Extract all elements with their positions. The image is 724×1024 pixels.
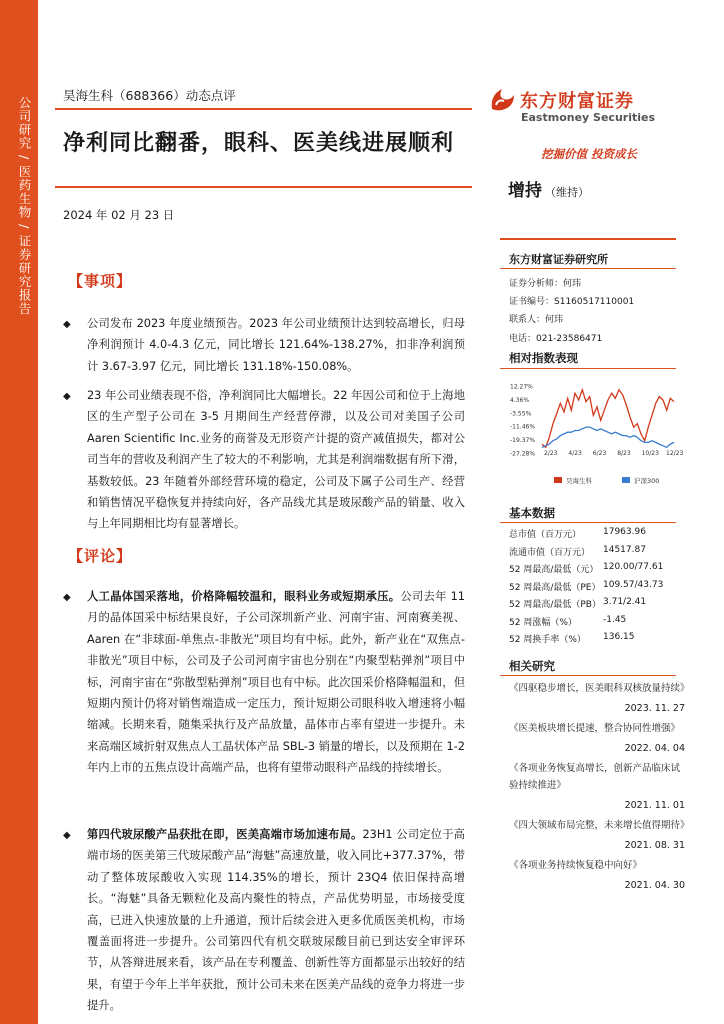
x-tick-label: 8/23 [617, 450, 631, 457]
comments-p2-body: 23H1 公司定位于高端市场的医美第三代玻尿酸产品“海魅”高速放量，收入同比+377.37%，带动了整体玻尿酸收入实现 114.35%的增长，预计 23Q4 依旧保持高增长。“海魅”具备无颗粒化及高内聚性的特点，产品优势明显，市场接受度高，已进入快速放量的上升通道，预计后续会进入更多优质医美机构，市场覆盖面将进一步提升。公司第四代有机交联玻尿酸目前已到达安全审评环节，从答辩进展来看，该产品在专利覆盖、创新性等方面都显示出较好的结果，有望于今年上半年获批，预计公司未来在医美产品线的竞争力将进一步提升。 [87, 828, 465, 1013]
header-rule [55, 108, 472, 110]
comments-section-label: 【评论】 [68, 547, 133, 565]
related-research-title: 《四驱稳步增长，医美眼科双核放量持续》 [509, 683, 690, 694]
page-title: 净利同比翻番，眼科、医美线进展顺利 [63, 131, 455, 156]
related-research-title: 《医美板块增长提速，整合协同性增强》 [509, 723, 681, 734]
brand-slogan: 挖掘价值 投资成长 [541, 147, 638, 161]
legend-label: 昊海生科 [566, 477, 592, 485]
basic-data-table [508, 525, 684, 648]
basic-data-value: 109.57/43.73 [603, 579, 664, 590]
related-research-item [509, 817, 690, 854]
basic-data-value: -1.45 [603, 614, 627, 625]
title-rule [55, 186, 472, 188]
bullet-icon: ◆ [63, 319, 71, 330]
related-research-list [509, 680, 690, 894]
contact-phone: 电话：021-23586471 [509, 334, 603, 344]
sidebar-category: 公司研究 / 医药生物 / 证券研究报告 [17, 96, 32, 316]
basic-data-row [508, 613, 684, 631]
related-research-title: 《各项业务恢复高增长，创新产品临床试验持续推进》 [509, 763, 681, 791]
contact-person: 联系人：何玮 [509, 315, 564, 325]
right-rule [500, 238, 676, 240]
institute-rule [500, 268, 676, 269]
basic-data-key: 52 周换手率（%） [509, 635, 586, 645]
analyst-cert: 证书编号：S1160517110001 [509, 297, 635, 307]
stock-title: 昊海生科（688366）动态点评 [63, 88, 236, 103]
basic-data-rule [500, 522, 676, 523]
comments-p1-body: 公司去年 11 月的晶体国采中标结果良好，子公司深圳新产业、河南宇宙、河南赛美视、Aaren 在“非球面-单焦点-非散光”项目均有中标。此外，新产业在“双焦点-非散光”项目中标，公司及子公司河南宇宙也分别在“内聚型粘弹剂”项目中标，河南宇宙在“弥散型粘弹剂”项目也有中标。此次国采价格降幅温和，但短期内预计仍将对销售端造成一定压力，预计短期公司眼科收入增速将小幅缩减。长期来看，随集采执行及产品放量，晶体市占率有望进一步提升。未来高端区域折射双焦点人工晶状体产品 SBL-3 销量的增长，以及预期在 1-2 年内上市的五焦点设计高端产品，也将有望带动眼科产品线的持续增长。 [87, 590, 465, 775]
comments-p1-lead: 人工晶体国采落地，价格降幅较温和，眼科业务或短期承压。 [87, 590, 401, 603]
y-tick-label: 12.27% [510, 383, 533, 391]
rating-block [508, 176, 589, 201]
series-line [542, 390, 674, 448]
x-tick-label: 6/23 [592, 450, 607, 457]
bullet-icon: ◆ [63, 391, 71, 402]
series-line [542, 427, 674, 447]
brand-name-en: Eastmoney Securities [521, 111, 656, 124]
related-research-item [509, 680, 690, 717]
basic-data-row [508, 595, 684, 613]
x-tick-label: 10/23 [641, 450, 659, 457]
related-research-date: 2023. 11. 27 [624, 703, 685, 714]
related-research-title: 《各项业务持续恢复稳中向好》 [509, 860, 643, 871]
related-research-item [509, 720, 685, 757]
x-tick-label: 2/23 [544, 450, 558, 457]
y-tick-label: -3.55% [510, 410, 532, 418]
basic-data-value: 14517.87 [603, 544, 646, 555]
brand-logo [488, 85, 668, 127]
comments-paragraph-1 [87, 586, 465, 779]
basic-data-value: 3.71/2.41 [603, 597, 647, 607]
related-research-item [509, 857, 685, 894]
basic-data-value: 17963.96 [603, 527, 646, 537]
comments-p2-lead: 第四代玻尿酸产品获批在即，医美高端市场加速布局。 [87, 828, 363, 841]
basic-data-value: 120.00/77.61 [603, 562, 664, 572]
logo-mark-icon [488, 85, 516, 113]
analyst-name: 证券分析师：何玮 [509, 279, 582, 289]
bullet-icon: ◆ [63, 830, 71, 841]
basic-data-key: 52 周最高/最低（PB） [509, 600, 601, 610]
related-research-date: 2022. 04. 04 [624, 743, 685, 754]
y-tick-label: 4.36% [510, 396, 530, 404]
brand-name-cn: 东方财富证券 [520, 91, 634, 112]
relative-index-chart [508, 378, 684, 496]
comments-paragraph-2 [87, 824, 465, 1017]
y-tick-label: -19.37% [510, 437, 536, 445]
institute-name: 东方财富证券研究所 [509, 253, 608, 266]
basic-data-row [508, 560, 684, 578]
legend-label: 沪深300 [634, 477, 660, 485]
x-tick-label: 12/23 [666, 450, 684, 457]
x-tick-label: 4/23 [568, 450, 582, 457]
basic-data-key: 52 周最高/最低（元） [509, 565, 599, 575]
legend-swatch [554, 477, 562, 483]
sidebar-band [0, 0, 38, 1024]
basic-data-row [508, 578, 684, 596]
basic-data-row [508, 630, 684, 648]
basic-data-key: 52 周最高/最低（PE） [509, 582, 601, 593]
basic-data-row [508, 543, 684, 561]
chart-heading: 相对指数表现 [509, 351, 578, 365]
bullet-icon: ◆ [63, 592, 71, 603]
events-section-label: 【事项】 [68, 272, 133, 290]
related-research-date: 2021. 08. 31 [624, 840, 685, 851]
y-tick-label: -27.28% [510, 450, 536, 458]
events-paragraph-2: 23 年公司业绩表现不俗，净利润同比大幅增长。22 年因公司和位于上海地区的生产型子公司在 3-5 月期间生产经营停滞，以及公司对美国子公司 Aaren Scientific Inc.业务的商誉及无形资产计提的资产减值损失，都对公司当年的营收及利润产生了较大的不利影响，尤其是利润端数据有所下滑，基数较低。23 年随着外部经营环境的稳定，公司及下属子公司生产、经营和销售情况平稳恢复并持续向好，各产品线尤其是玻尿酸产品的销量、收入与上年同期相比均有显著增长。 [87, 389, 465, 531]
basic-data-key: 52 周涨幅（%） [509, 617, 577, 628]
related-research-date: 2021. 11. 01 [624, 800, 685, 811]
related-research-item [509, 760, 685, 814]
legend-swatch [622, 477, 630, 483]
basic-data-value: 136.15 [603, 632, 635, 642]
report-date: 2024 年 02 月 23 日 [63, 208, 175, 222]
related-research-title: 《四大领域布局完整，未来增长值得期待》 [509, 820, 690, 831]
chart-heading-rule [500, 368, 676, 369]
related-heading: 相关研究 [509, 659, 555, 673]
basic-data-row [508, 525, 684, 543]
rating-label: 增持 [508, 181, 542, 201]
y-tick-label: -11.46% [510, 423, 536, 431]
basic-data-key: 流通市值（百万元） [509, 547, 591, 558]
related-rule [500, 675, 676, 676]
related-research-date: 2021. 04. 30 [624, 880, 685, 891]
rating-sub: （维持） [545, 186, 589, 199]
events-paragraph-1: 公司发布 2023 年度业绩预告。2023 年公司业绩预计达到较高增长，归母净利润预计 4.0-4.3 亿元，同比增长 121.64%-138.27%，扣非净利润预计 3.67-3.97 亿元，同比增长 131.18%-150.08%。 [87, 317, 465, 373]
basic-data-heading: 基本数据 [509, 506, 555, 520]
basic-data-key: 总市值（百万元） [509, 530, 582, 540]
